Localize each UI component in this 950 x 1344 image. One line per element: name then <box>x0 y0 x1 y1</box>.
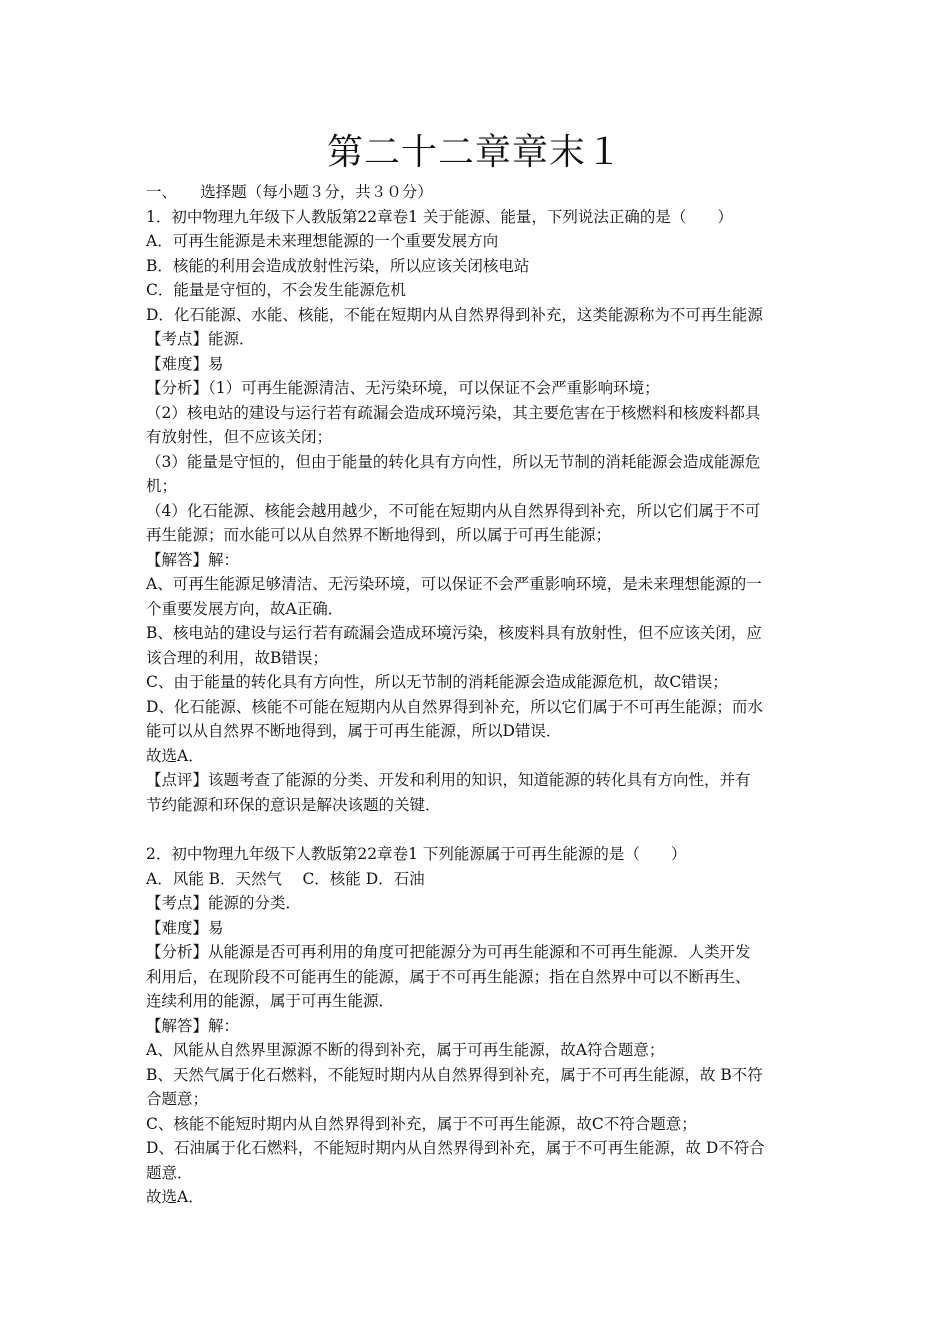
analysis-line: 机； <box>146 477 178 495</box>
answer-heading: 【解答】解： <box>146 550 240 569</box>
comment-line: 【点评】该题考查了能源的分类、开发和利用的知识，知道能源的转化具有方向性，并有 <box>146 771 751 789</box>
option-a: A．可再生能源是未来理想能源的一个重要发展方向 <box>146 232 499 250</box>
final-choice: 故选A． <box>146 746 204 765</box>
answer-line: 个重要发展方向，故A正确． <box>146 599 344 618</box>
question-2 <box>146 842 814 1210</box>
answer-line: C、由于能量的转化具有方向性，所以无节制的消耗能源会造成能源危机，故C错误； <box>146 673 728 691</box>
analysis-line: 有放射性，但不应该关闭； <box>146 428 333 446</box>
knowledge-point: 【考点】能源． <box>146 330 255 348</box>
final-choice: 故选A． <box>146 1188 204 1206</box>
analysis-line: 再生能源；而水能可以从自然界不断地得到，所以属于可再生能源； <box>146 526 612 544</box>
option-d: D．化石能源、水能、核能，不能在短期内从自然界得到补充，这类能源称为不可再生能源 <box>146 305 763 324</box>
section-heading: 一、 选择题（每小题３分，共３０分） <box>146 183 433 201</box>
answer-line: 该合理的利用，故B错误； <box>146 648 328 667</box>
analysis-line: 连续利用的能源，属于可再生能源． <box>146 992 395 1010</box>
answer-line: A、风能从自然界里源源不断的得到补充，属于可再生能源，故A符合题意； <box>146 1041 665 1059</box>
option-b: B．核能的利用会造成放射性污染，所以应该关闭核电站 <box>146 256 530 275</box>
analysis-line: （4）化石能源、核能会越用越少，不可能在短期内从自然界得到补充，所以它们属于不可 <box>146 501 761 520</box>
answer-line: D、化石能源、核能不可能在短期内从自然界得到补充，所以它们属于不可再生能源；而水 <box>146 697 763 716</box>
analysis-line: 利用后，在现阶段不可能再生的能源，属于不可再生能源；指在自然界中可以不断再生、 <box>146 967 751 986</box>
answer-line: 能可以从自然界不断地得到，属于可再生能源，所以D错误． <box>146 722 562 740</box>
answer-heading: 【解答】解： <box>146 1016 240 1035</box>
difficulty: 【难度】易 <box>146 354 224 373</box>
answer-line: D、石油属于化石燃料，不能短时期内从自然界得到补充，属于不可再生能源，故 D不符合 <box>146 1139 765 1157</box>
options-line: A．风能 B．天然气 C．核能 D．石油 <box>146 869 425 888</box>
question-text: 2．初中物理九年级下人教版第22章卷1 下列能源属于可再生能源的是（ ） <box>146 845 687 863</box>
analysis-line: （2）核电站的建设与运行若有疏漏会造成环境污染，其主要危害在于核燃料和核废料都具 <box>146 403 761 422</box>
analysis-line: 【分析】从能源是否可再利用的角度可把能源分为可再生能源和不可再生能源．人类开发 <box>146 943 751 961</box>
comment-line: 节约能源和环保的意识是解决该题的关键． <box>146 795 441 814</box>
answer-line: 题意． <box>146 1163 193 1182</box>
question-1 <box>146 205 814 818</box>
analysis-line: （3）能量是守恒的，但由于能量的转化具有方向性，所以无节制的消耗能源会造成能源危 <box>146 452 761 471</box>
answer-line: C、核能不能短时期内从自然界得到补充，属于不可再生能源，故C不符合题意； <box>146 1114 697 1133</box>
question-text: 1．初中物理九年级下人教版第22章卷1 关于能源、能量，下列说法正确的是（ ） <box>146 207 733 226</box>
spacer <box>146 817 814 842</box>
answer-line: A、可再生能源足够清洁、无污染环境，可以保证不会严重影响环境，是未来理想能源的一 <box>146 575 762 593</box>
option-c: C．能量是守恒的，不会发生能源危机 <box>146 281 406 299</box>
document-body <box>146 180 814 1210</box>
answer-line: B、核电站的建设与运行若有疏漏会造成环境污染，核废料具有放射性，但不应该关闭，应 <box>146 624 762 642</box>
analysis-line: 【分析】（1）可再生能源清洁、无污染环境，可以保证不会严重影响环境； <box>146 379 660 397</box>
knowledge-point: 【考点】能源的分类． <box>146 894 302 912</box>
page-title: 第二十二章章末１ <box>326 132 623 173</box>
answer-line: B、天然气属于化石燃料，不能短时期内从自然界得到补充，属于不可再生能源，故 B不符 <box>146 1065 763 1084</box>
answer-line: 合题意； <box>146 1090 209 1108</box>
difficulty: 【难度】易 <box>146 918 224 937</box>
